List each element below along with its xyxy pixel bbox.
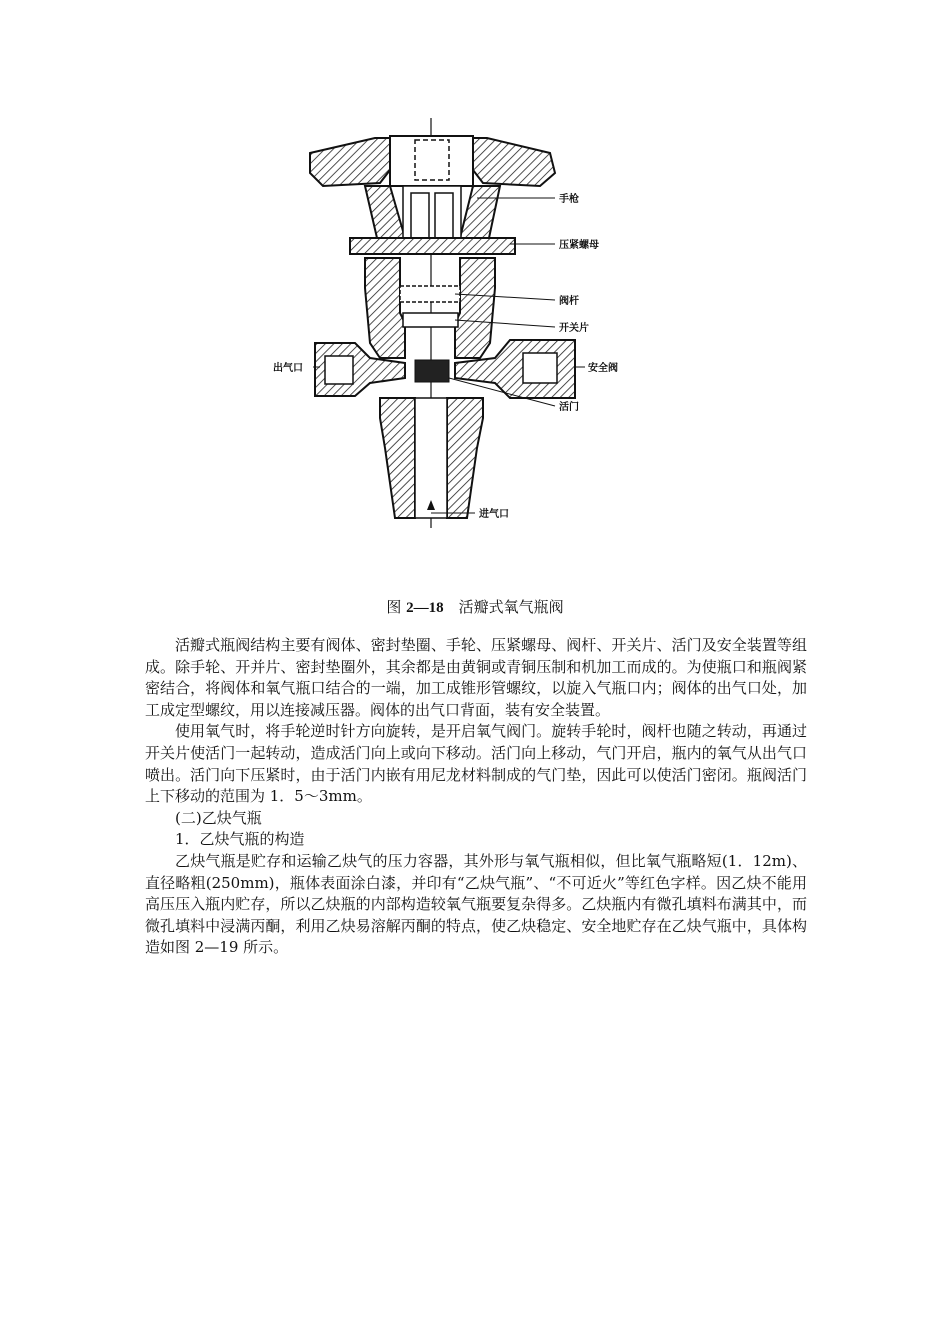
paragraph-structure: 活瓣式瓶阀结构主要有阀体、密封垫圈、手轮、压紧螺母、阀杆、开关片、活门及安全装置等组成。除手轮、开并片、密封垫圈外，其余都是由黄铜或青铜压制和机加工而成的。为使瓶口和瓶阀紧密结合，将阀体和氧气瓶口结合的一端，加工成锥形管螺纹，以旋入气瓶口内；阀体的出气口处，加工成定型螺纹，用以连接减压器。阀体的出气口背面，装有安全装置。 — [145, 636, 807, 719]
label-outlet: 出气口 — [273, 363, 303, 374]
valve-stem — [400, 286, 460, 302]
compression-nut — [350, 238, 515, 254]
label-valve-stem: 阀杆 — [559, 296, 579, 307]
caption-prefix: 图 — [386, 598, 407, 616]
label-piston: 活门 — [559, 402, 579, 413]
taper-thread-right — [447, 398, 483, 518]
label-handwheel: 手枪 — [559, 194, 579, 205]
handwheel-left — [310, 138, 390, 186]
figure-caption — [0, 596, 950, 617]
label-switch-plate: 开关片 — [559, 323, 589, 334]
handwheel-right — [473, 138, 555, 186]
caption-title: 活瓣式氧气瓶阀 — [458, 598, 564, 616]
valve-cross-section-drawing — [255, 108, 640, 543]
piston — [415, 360, 449, 382]
subsection-heading: 1．乙炔气瓶的构造 — [175, 830, 305, 849]
label-safety-valve: 安全阀 — [588, 363, 618, 374]
label-compression-nut: 压紧螺母 — [559, 240, 599, 251]
valve-diagram — [255, 108, 640, 543]
section-heading: (二)乙炔气瓶 — [175, 808, 262, 827]
paragraph-acetylene: 乙炔气瓶是贮存和运输乙炔气的压力容器，其外形与氧气瓶相似，但比氧气瓶略短(1．12m)、直径略粗(250mm)，瓶体表面涂白漆，并印有“乙炔气瓶”、“不可近火”等红色字样。因乙炔不能用高压压入瓶内贮存，所以乙炔瓶的内部构造较氧气瓶要复杂得多。乙炔瓶内有微孔填料布满其中，而微孔填料中浸满丙酮，利用乙炔易溶解丙酮的特点，使乙炔稳定、安全地贮存在乙炔气瓶中，具体构造如图 2—19 所示。 — [145, 851, 807, 957]
label-inlet: 进气口 — [479, 509, 509, 520]
taper-thread-left — [380, 398, 415, 518]
caption-number: 2—18 — [406, 600, 444, 616]
paragraph-operation: 使用氧气时，将手轮逆时针方向旋转，是开启氧气阀门。旋转手轮时，阀杆也随之转动，再通过开关片使活门一起转动，造成活门向上或向下移动。活门向上移动，气门开启，瓶内的氧气从出气口喷出。活门向下压紧时，由于活门内嵌有用尼龙材料制成的气门垫，因此可以使活门密闭。瓶阀活门上下移动的范围为 1．5～3mm。 — [145, 722, 807, 806]
switch-plate — [403, 313, 458, 327]
body-text — [145, 635, 807, 959]
